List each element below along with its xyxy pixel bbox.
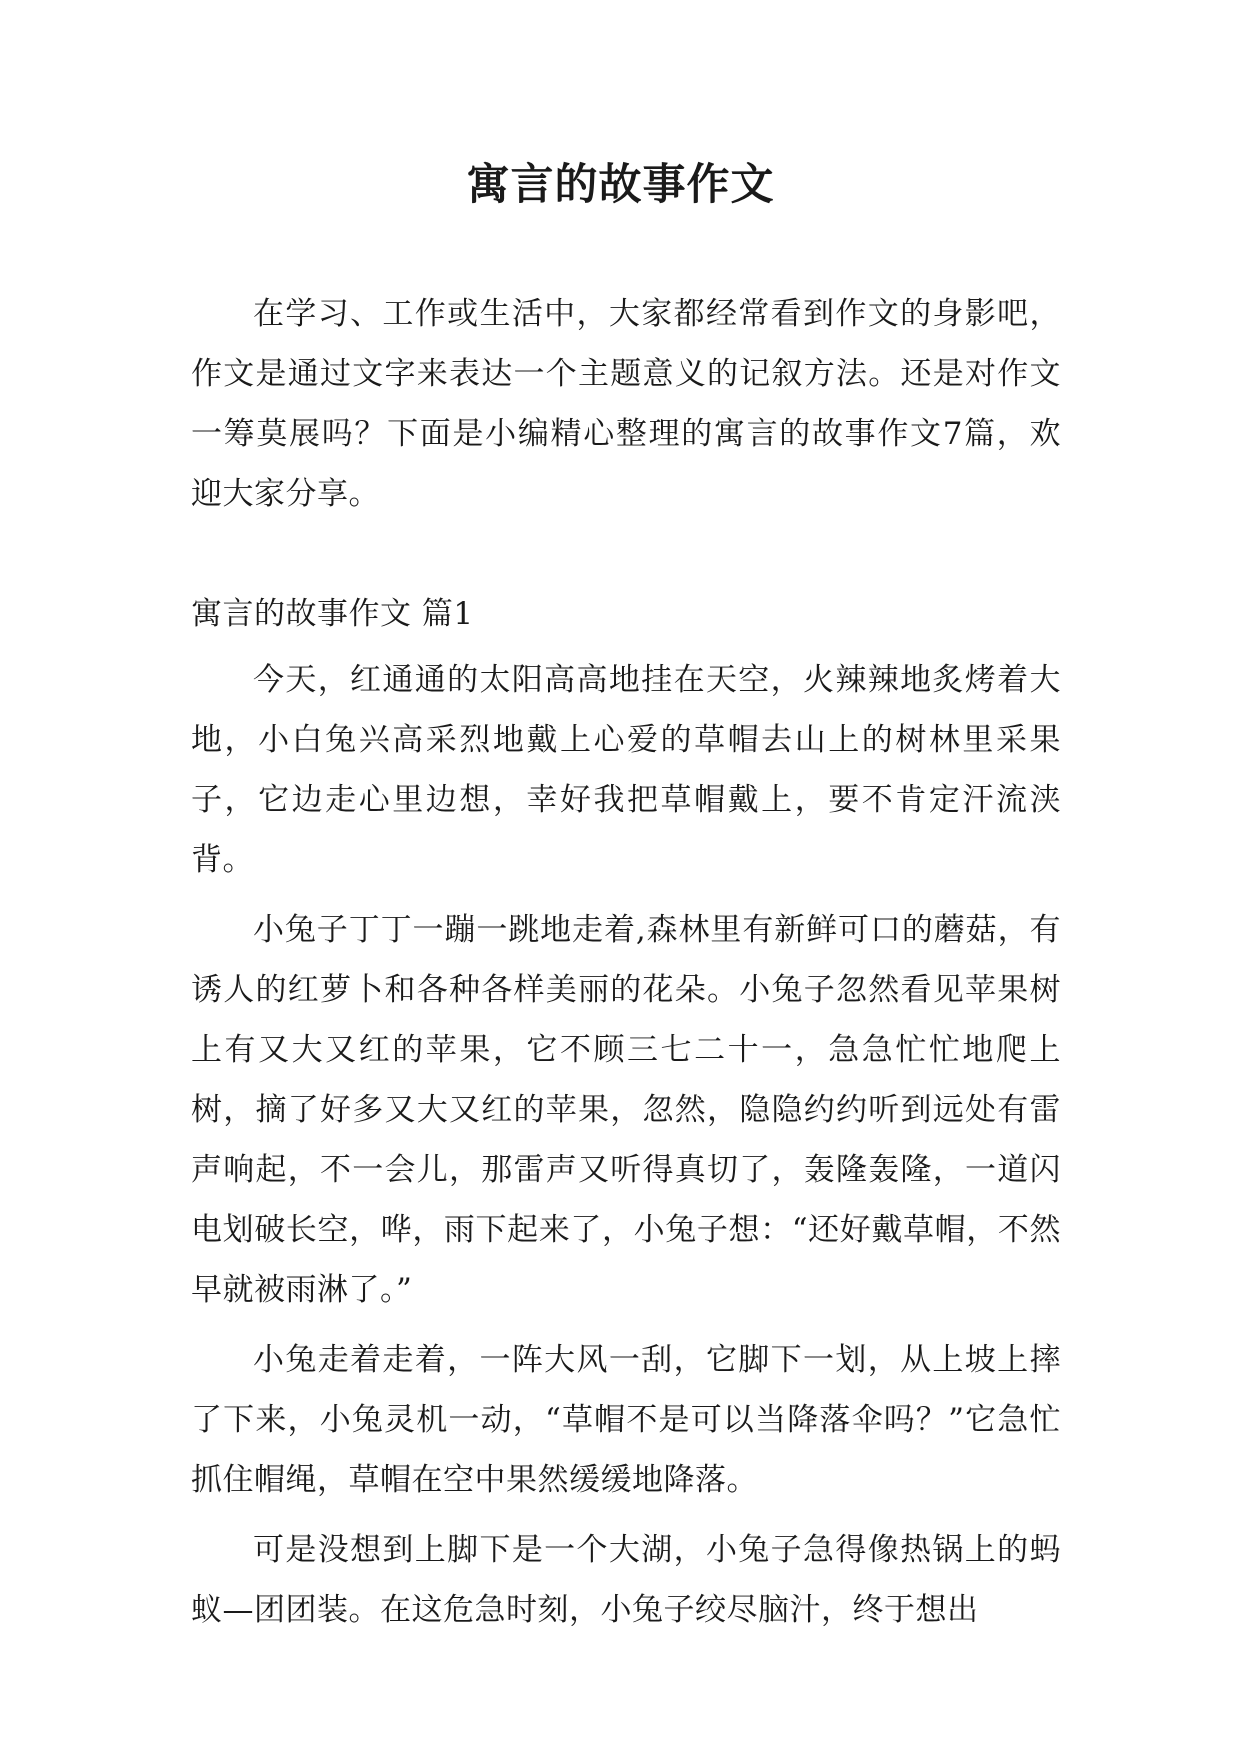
body-paragraph-4: 可是没想到上脚下是一个大湖，小兔子急得像热锅上的蚂蚁—团团装。在这危急时刻，小兔子绞尽脑汁，终于想出 <box>191 1532 1061 1628</box>
body-paragraph-3: 小兔走着走着，一阵大风一刮，它脚下一划，从上坡上摔了下来，小兔灵机一动，“草帽不是可以当降落伞吗？”它急忙抓住帽绳，草帽在空中果然缓缓地降落。 <box>191 1342 1061 1498</box>
intro-paragraph: 在学习、工作或生活中，大家都经常看到作文的身影吧，作文是通过文字来表达一个主题意义的记叙方法。还是对作文一筹莫展吗？下面是小编精心整理的寓言的故事作文7篇，欢迎大家分享。 <box>191 296 1061 512</box>
body-paragraph-2: 小兔子丁丁一蹦一跳地走着,森林里有新鲜可口的蘑菇，有诱人的红萝卜和各种各样美丽的花朵。小兔子忽然看见苹果树上有又大又红的苹果，它不顾三七二十一，急急忙忙地爬上树，摘了好多又大又红的苹果，忽然，隐隐约约听到远处有雷声响起，不一会儿，那雷声又听得真切了，轰隆轰隆，一道闪电划破长空，哗，雨下起来了，小兔子想：“还好戴草帽，不然早就被雨淋了。” <box>191 912 1061 1308</box>
section-heading: 寓言的故事作文 篇1 <box>191 596 474 632</box>
intro-block <box>191 284 1061 524</box>
page-title: 寓言的故事作文 <box>466 160 775 210</box>
body-paragraph-1: 今天，红通通的太阳高高地挂在天空，火辣辣地炙烤着大地，小白兔兴高采烈地戴上心爱的草帽去山上的树林里采果子，它边走心里边想，幸好我把草帽戴上，要不肯定汗流浃背。 <box>191 662 1061 878</box>
section-block <box>191 584 1061 1640</box>
